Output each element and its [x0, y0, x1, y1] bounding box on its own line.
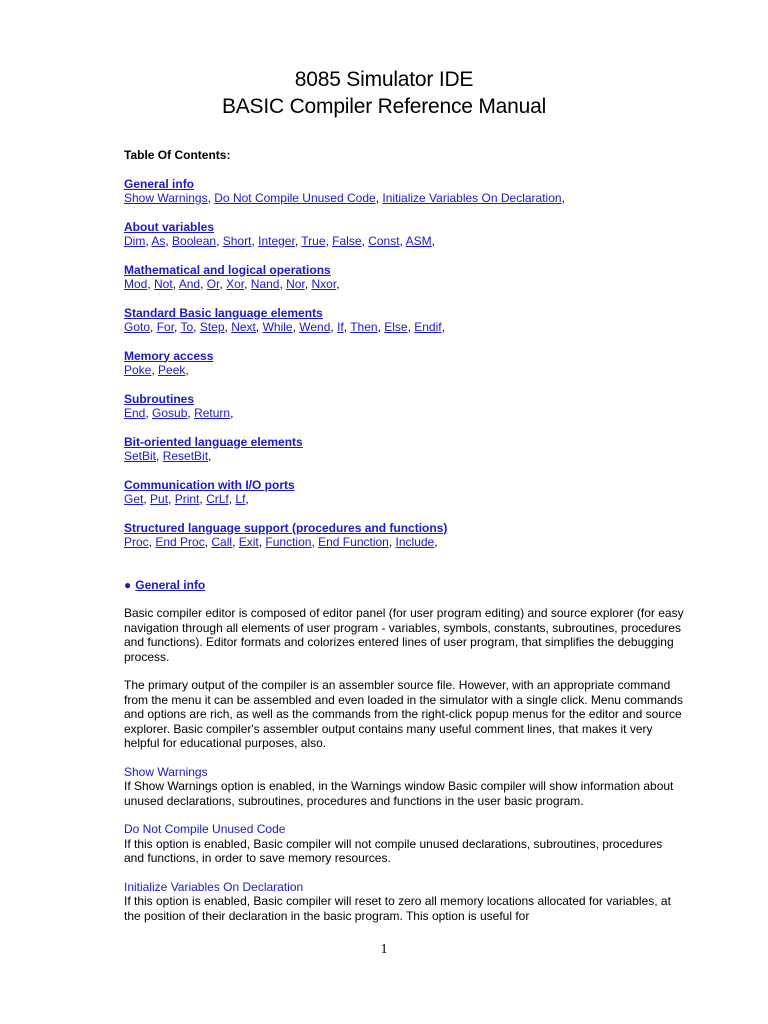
toc-section-title[interactable]: Structured language support (procedures and functions) [124, 520, 448, 535]
toc-link-separator: , [258, 535, 266, 549]
toc-section [124, 306, 684, 335]
toc-links [124, 191, 684, 206]
toc-section-title[interactable]: Subroutines [124, 391, 195, 406]
bullet-icon: ● [124, 577, 132, 592]
unused-code-title: Do Not Compile Unused Code [124, 822, 286, 836]
toc-section [124, 177, 684, 206]
toc-link[interactable]: ASM [405, 234, 432, 248]
toc-link-separator: , [151, 363, 159, 377]
toc-link[interactable]: As [151, 234, 166, 248]
toc-link[interactable]: If [337, 320, 344, 334]
toc-section-title[interactable]: Mathematical and logical operations [124, 262, 331, 277]
toc-link[interactable]: Get [124, 492, 144, 506]
general-info-paragraph-1: Basic compiler editor is composed of editor panel (for user program editing) and source explorer (for easy navigation through all elements of user program - variables, symbols, constants, subroutines, procedures and functions). Editor formats and colorizes entered lines of user program, that simplifies the debugging process. [124, 606, 684, 664]
toc-links [124, 406, 684, 421]
toc-link-separator: , [143, 492, 151, 506]
toc-link-separator: , [168, 492, 175, 506]
toc-link-separator: , [434, 535, 438, 549]
toc-links [124, 320, 684, 335]
toc-link[interactable]: Const [368, 234, 400, 248]
toc-link[interactable]: Then [350, 320, 378, 334]
toc-link-separator: , [294, 234, 302, 248]
toc-link[interactable]: Peek [158, 363, 186, 377]
toc-links [124, 492, 684, 507]
page-number: 1 [380, 942, 388, 957]
toc-link[interactable]: Nxor [311, 277, 337, 291]
toc-section [124, 263, 684, 292]
toc-link-separator: , [165, 234, 173, 248]
toc-link[interactable]: Integer [258, 234, 295, 248]
toc-link[interactable]: End Function [318, 535, 389, 549]
toc-links [124, 449, 684, 464]
toc-section-title[interactable]: General info [124, 176, 195, 191]
toc-link-separator: , [377, 320, 385, 334]
toc-link[interactable]: Endif [414, 320, 442, 334]
show-warnings-text: If Show Warnings option is enabled, in the Warnings window Basic compiler will show information about unused declarations, subroutines, procedures and functions in the user basic program. [124, 779, 674, 808]
toc-heading: Table Of Contents: [124, 148, 231, 162]
toc-link-separator: , [200, 277, 207, 291]
toc-link[interactable]: Return [194, 406, 231, 420]
toc-link-separator: , [336, 277, 340, 291]
toc-link-separator: , [311, 535, 319, 549]
document-content [124, 148, 684, 937]
toc-link[interactable]: Proc [124, 535, 149, 549]
toc-link-separator: , [230, 406, 234, 420]
toc-link[interactable]: While [262, 320, 293, 334]
toc-link-separator: , [279, 277, 287, 291]
toc-link-separator: , [431, 234, 435, 248]
toc-section [124, 478, 684, 507]
toc-link[interactable]: Include [395, 535, 435, 549]
general-info-paragraph-2: The primary output of the compiler is an assembler source file. However, with an appropriate command from the menu it can be assembled and even loaded in the simulator with a single click. Menu commands and options are rich, as well as the commands from the right-click popup menus for the editor and source explorer. Basic compiler's assembler output contains many useful comment lines, that makes it very helpful for educational purposes, also. [124, 678, 683, 750]
init-vars-section [124, 880, 684, 924]
toc-link-separator: , [172, 277, 179, 291]
toc-link[interactable]: ResetBit [162, 449, 209, 463]
toc-link-separator: , [304, 277, 312, 291]
toc-link-separator: , [245, 492, 249, 506]
toc-link-separator: , [407, 320, 415, 334]
toc-link[interactable]: Wend [299, 320, 331, 334]
toc-link[interactable]: Gosub [152, 406, 188, 420]
toc-link[interactable]: End [124, 406, 146, 420]
toc-link-separator: , [204, 535, 212, 549]
toc-link[interactable]: Print [174, 492, 200, 506]
toc-link-separator: , [232, 535, 239, 549]
toc-link[interactable]: End Proc [155, 535, 205, 549]
document-title [0, 66, 768, 120]
toc-link-separator: , [251, 234, 259, 248]
toc-link[interactable]: Call [211, 535, 233, 549]
toc-link-separator: , [388, 535, 396, 549]
toc-link-separator: , [244, 277, 251, 291]
toc-section-title[interactable]: About variables [124, 219, 215, 234]
toc-link-separator: , [145, 406, 153, 420]
toc-link[interactable]: Else [384, 320, 408, 334]
show-warnings-title: Show Warnings [124, 764, 208, 779]
toc-link[interactable]: Not [154, 277, 173, 291]
toc-section [124, 349, 684, 378]
toc-link[interactable]: Lf [235, 492, 246, 506]
toc-link[interactable]: Mod [124, 277, 148, 291]
toc-link[interactable]: Do Not Compile Unused Code [214, 191, 376, 205]
table-of-contents [124, 177, 684, 550]
toc-link[interactable]: Boolean [172, 234, 217, 248]
toc-link[interactable]: Nor [286, 277, 305, 291]
toc-link-separator: , [325, 234, 333, 248]
toc-link-separator: , [150, 320, 157, 334]
toc-link-separator: , [361, 234, 369, 248]
toc-link-separator: , [148, 535, 156, 549]
toc-section-title[interactable]: Memory access [124, 348, 214, 363]
general-info-heading-link[interactable]: General info [135, 577, 206, 592]
toc-link[interactable]: To [180, 320, 194, 334]
unused-code-section [124, 822, 684, 866]
init-vars-title: Initialize Variables On Declaration [124, 879, 304, 894]
toc-link-separator: , [330, 320, 338, 334]
toc-section-title[interactable]: Bit-oriented language elements [124, 434, 303, 449]
toc-section [124, 435, 684, 464]
toc-link[interactable]: Exit [238, 535, 259, 549]
toc-link[interactable]: And [178, 277, 201, 291]
show-warnings-section [124, 765, 684, 809]
toc-link[interactable]: Function [265, 535, 312, 549]
toc-link-separator: , [156, 449, 163, 463]
toc-links [124, 277, 684, 292]
toc-link-separator: , [219, 277, 227, 291]
toc-links [124, 234, 684, 249]
toc-link-separator: , [375, 191, 383, 205]
toc-link-separator: , [174, 320, 181, 334]
toc-link[interactable]: False [332, 234, 362, 248]
toc-section-title[interactable]: Communication with I/O ports [124, 477, 295, 492]
toc-link[interactable]: CrLf [206, 492, 229, 506]
toc-section-title[interactable]: Standard Basic language elements [124, 305, 323, 320]
toc-link[interactable]: Nand [250, 277, 280, 291]
unused-code-text: If this option is enabled, Basic compiler will not compile unused declarations, subroutines, procedures and functions, in order to save memory resources. [124, 836, 663, 865]
toc-link[interactable]: Short [222, 234, 252, 248]
title-line-2: BASIC Compiler Reference Manual [221, 95, 547, 118]
toc-link-separator: , [145, 234, 152, 248]
toc-link-separator: , [199, 492, 207, 506]
toc-link-separator: , [224, 320, 232, 334]
toc-section [124, 392, 684, 421]
title-line-1: 8085 Simulator IDE [294, 68, 474, 91]
toc-link[interactable]: Xor [226, 277, 245, 291]
init-vars-text: If this option is enabled, Basic compiler will reset to zero all memory locations allocated for variables, at the position of their declaration in the basic program. This option is useful for [124, 894, 671, 923]
toc-link-separator: , [147, 277, 155, 291]
toc-link-separator: , [208, 449, 212, 463]
toc-link[interactable]: Step [199, 320, 225, 334]
toc-link[interactable]: SetBit [124, 449, 157, 463]
toc-link[interactable]: Initialize Variables On Declaration [382, 191, 562, 205]
general-info-heading [124, 578, 684, 593]
toc-link[interactable]: True [301, 234, 326, 248]
toc-link-separator: , [207, 191, 215, 205]
toc-link[interactable]: Put [150, 492, 169, 506]
toc-link-separator: , [193, 320, 200, 334]
toc-link[interactable]: Show Warnings [124, 191, 208, 205]
toc-link[interactable]: Goto [124, 320, 151, 334]
toc-section [124, 521, 684, 550]
toc-link-separator: , [255, 320, 263, 334]
toc-link[interactable]: Poke [124, 363, 152, 377]
toc-link[interactable]: Next [231, 320, 256, 334]
toc-link-separator: , [292, 320, 300, 334]
toc-links [124, 535, 684, 550]
toc-link-separator: , [399, 234, 406, 248]
toc-link-separator: , [228, 492, 236, 506]
toc-link-separator: , [441, 320, 445, 334]
toc-link[interactable]: Dim [124, 234, 146, 248]
toc-link[interactable]: For [156, 320, 175, 334]
toc-section [124, 220, 684, 249]
toc-link-separator: , [343, 320, 351, 334]
toc-link-separator: , [187, 406, 195, 420]
toc-link-separator: , [216, 234, 223, 248]
toc-link[interactable]: Or [206, 277, 220, 291]
toc-links [124, 363, 684, 378]
toc-link-separator: , [185, 363, 189, 377]
toc-link-separator: , [561, 191, 565, 205]
